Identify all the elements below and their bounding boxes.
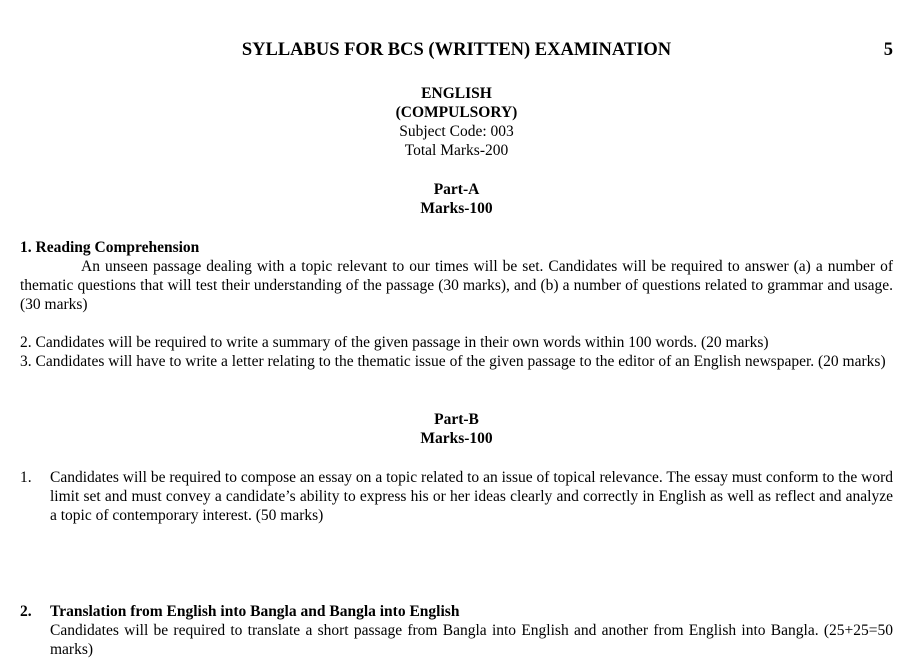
subject-name: ENGLISH <box>421 85 492 102</box>
document-page <box>20 0 893 658</box>
part-a-marks: Marks-100 <box>420 200 493 217</box>
reading-comprehension-section <box>20 238 893 314</box>
part-b-marks: Marks-100 <box>420 430 493 447</box>
part-a-item-3: 3. Candidates will have to write a letter relating to the thematic issue of the given passage to the editor of an English newspaper. (20 marks) <box>20 353 886 370</box>
part-b-title: Part-B <box>434 411 479 428</box>
part-a-item-2: 2. Candidates will be required to write a summary of the given passage in their own words within 100 words. (20 marks) <box>20 334 769 351</box>
subject-block <box>20 84 893 160</box>
part-a-title: Part-A <box>433 181 480 198</box>
reading-comprehension-body: An unseen passage dealing with a topic relevant to our times will be set. Candidates will be required to answer (a) a number of thematic questions that will test their understanding of the passage (30 marks), and (b) a number of questions related to grammar and usage. (30 marks) <box>20 258 893 313</box>
part-b-heading <box>20 410 893 448</box>
part-a-heading <box>20 180 893 218</box>
part-b-item-1-number: 1. <box>20 469 32 486</box>
subject-total-marks: Total Marks-200 <box>404 142 509 159</box>
part-b-item-2-number: 2. <box>20 603 32 620</box>
part-b-item-2-body: Candidates will be required to translate a short passage from Bangla into English and another from English into Bangla. (25+25=50 marks) <box>50 622 893 658</box>
part-b-item-2-heading: Translation from English into Bangla and Bangla into English <box>50 603 460 620</box>
subject-type: (COMPULSORY) <box>395 104 518 121</box>
part-a-items <box>20 333 893 371</box>
page-number: 5 <box>883 40 893 60</box>
page-header-title: SYLLABUS FOR BCS (WRITTEN) EXAMINATION <box>241 40 672 60</box>
reading-comprehension-heading: 1. Reading Comprehension <box>20 239 200 256</box>
part-b-item-1-body: Candidates will be required to compose an essay on a topic related to an issue of topical relevance. The essay must conform to the word limit set and must convey a candidate’s ability to express his or her ideas clearly and correctly in English as well as reflect and analyze a topic of contemporary interest. (50 marks) <box>50 469 893 524</box>
part-b-item-1 <box>20 468 893 525</box>
subject-code: Subject Code: 003 <box>399 123 514 140</box>
part-b-item-2 <box>20 602 893 659</box>
